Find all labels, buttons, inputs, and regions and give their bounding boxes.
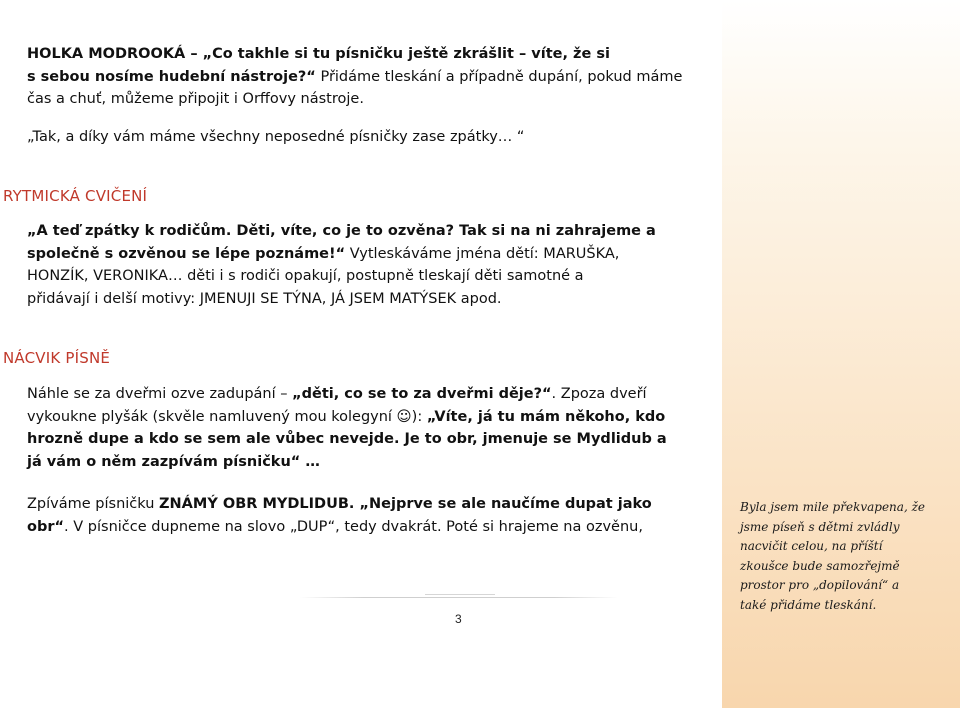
body-text: . Zpoza dveří bbox=[551, 386, 647, 402]
paragraph-mydlidub bbox=[27, 493, 707, 538]
paragraph-tak-a-diky bbox=[27, 126, 707, 149]
page-number: 3 bbox=[455, 612, 462, 626]
paragraph-rytmicka bbox=[27, 220, 707, 310]
body-text: Přidáme tleskání a případně dupání, pokud máme bbox=[315, 68, 683, 85]
bold-text: „Víte, já tu mám někoho, kdo bbox=[426, 408, 666, 425]
sidebar-note-line: také přidáme tleskání. bbox=[740, 597, 877, 612]
bold-text: já vám o něm zazpívám písničku“ … bbox=[27, 453, 320, 470]
body-text: čas a chuť, můžeme připojit i Orffovy nástroje. bbox=[27, 91, 364, 107]
body-text: . V písničce dupneme na slovo „DUP“, tedy dvakrát. Poté si hrajeme na ozvěnu, bbox=[64, 518, 643, 535]
body-text: Náhle se za dveřmi ozve zadupání – bbox=[27, 386, 293, 402]
sidebar-note-line: zkoušce bude samozřejmě bbox=[740, 558, 900, 573]
body-text: „Tak, a díky vám máme všechny neposedné písničky zase zpátky… “ bbox=[27, 129, 525, 145]
sidebar-note-line: prostor pro „dopilování“ a bbox=[740, 578, 900, 592]
bold-text: „děti, co se to za dveřmi děje?“ bbox=[292, 386, 552, 402]
footer-divider bbox=[425, 594, 495, 595]
bold-text: obr“ bbox=[27, 518, 65, 535]
paragraph-nacvik bbox=[27, 383, 707, 473]
paragraph-holka-modrooka bbox=[27, 43, 707, 111]
bold-text: HOLKA MODROOKÁ – „Co takhle si tu písničku ještě zkrášlit – víte, že si bbox=[27, 46, 610, 62]
body-text: Vytleskáváme jména dětí: MARUŠKA, bbox=[345, 245, 620, 262]
bold-text: společně s ozvěnou se lépe poznáme!“ bbox=[27, 245, 346, 262]
body-text: HONZÍK, VERONIKA… děti i s rodiči opakují, postupně tleskají děti samotné a bbox=[27, 268, 584, 284]
section-heading-nacvik-pisne: NÁCVIK PÍSNĚ bbox=[3, 349, 111, 367]
body-text: Zpíváme písničku bbox=[27, 496, 160, 512]
body-text: vykoukne plyšák (skvěle namluvený mou kolegyní ☺): bbox=[27, 408, 427, 425]
bold-text: s sebou nosíme hudební nástroje?“ bbox=[27, 68, 316, 85]
sidebar-note-line: jsme píseň s dětmi zvládly bbox=[740, 519, 900, 534]
section-heading-rytmicka-cviceni: RYTMICKÁ CVIČENÍ bbox=[3, 187, 148, 205]
bold-text: ZNÁMÝ OBR MYDLIDUB. „Nejprve se ale naučíme dupat jako bbox=[159, 496, 652, 512]
body-text: přidávají i delší motivy: JMENUJI SE TÝNA, JÁ JSEM MATÝSEK apod. bbox=[27, 290, 502, 307]
bold-text: hrozně dupe a kdo se sem ale vůbec nevejde. Je to obr, jmenuje se Mydlidub a bbox=[27, 431, 667, 447]
sidebar-note-line: Byla jsem mile překvapena, že bbox=[740, 500, 925, 514]
bold-text: „A teď zpátky k rodičům. Děti, víte, co je to ozvěna? Tak si na ni zahrajeme a bbox=[27, 223, 656, 239]
footer-divider bbox=[300, 597, 618, 598]
sidebar-note-line: nacvičit celou, na příští bbox=[740, 539, 883, 553]
sidebar-note bbox=[740, 498, 950, 615]
